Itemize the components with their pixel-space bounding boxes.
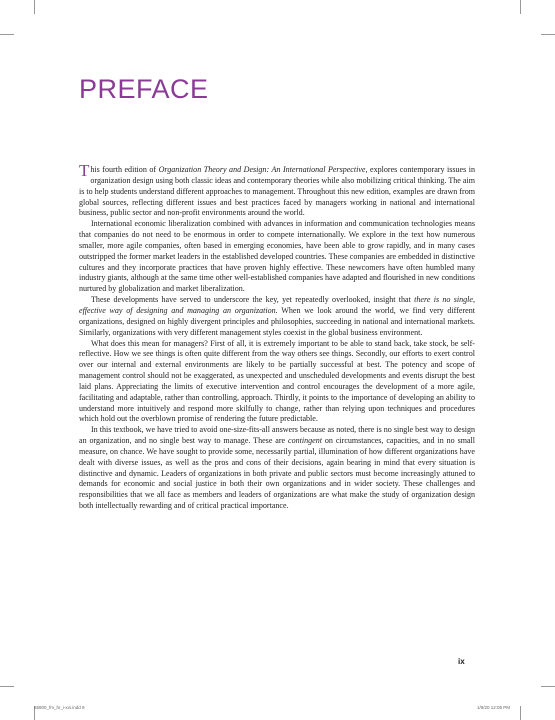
page-number: ix [458, 657, 465, 666]
crop-mark [34, 0, 35, 14]
file-slug: 65800_fm_hr_i-xvi.indd 9 [34, 705, 85, 710]
drop-cap: T [79, 161, 90, 180]
paragraph-text: on circumstances, capacities, and in no small measure, on chance. We have sought to provide some, necessarily partial, illumination of how different organizations have dealt with diverse issues, as well as the pros and cons of their decisions, again bearing in mind that every situation is distinctive and dynamic. Leaders of organizations in both private and public sectors must become increasingly attuned to demands for economic and social justice in both their own organizations and in wider society. These challenges and responsibilities that we all face as members and leaders of organizations are what make the study of organization design both intellectually rewarding and of critical practical importance. [79, 436, 476, 511]
crop-mark [541, 34, 555, 35]
paragraph-text: These developments have served to underscore the key, yet repeatedly overlooked, insight that [91, 295, 415, 305]
timestamp-slug: 1/9/20 12:05 PM [477, 705, 511, 710]
paragraph-1 [79, 161, 476, 219]
paragraph-text: When we look around the world, we find very different organizations, designed on highly divergent principles and philosophies, succeeding in national and international markets. Similarly, organizations with very different management styles coexist in the global business environment. [79, 305, 475, 337]
page-title: PREFACE [79, 74, 209, 104]
crop-mark [0, 686, 14, 687]
book-title: Organization Theory and Design: An International Perspective [158, 165, 366, 174]
crop-mark [541, 686, 555, 687]
paragraph-text: , explores contemporary issues in organization design using both classic ideas and contemporary theories while also mobilizing critical thinking. The aim is to help students understand different approaches to management. Throughout this new edition, examples are drawn from global sources, reflecting different issues and best practices faced by managers working in national and international business, public sector and non-profit environments around the world. [79, 165, 476, 218]
crop-mark [520, 706, 521, 720]
paragraph-5 [79, 425, 475, 512]
preface-body [79, 161, 476, 512]
paragraph-4: What does this mean for managers? First of all, it is extremely important to be able to stand back, take stock, be self-reflective. How we see things is often quite different from the way others see things. Secondly, our efforts to exert control over our internal and external environments are likely to be partially successful at best. The potency and scope of management control should not be exaggerated, as unexpected and unscheduled developments and events disrupt the best laid plans. Appreciating the limits of executive intervention and control encourages the development of a more agile, facilitating and adaptable, rather than controlling, approach. Thirdly, it points to the importance of developing an ability to understand more intuitively and respond more skilfully to change, rather than relying upon techniques and procedures which hold out the overblown promise of rendering the future predictable. [79, 338, 475, 424]
crop-mark [520, 0, 521, 14]
emphasis-text: contingent [288, 436, 322, 446]
paragraph-text: In this textbook, we have tried to avoid one-size-fits-all answers because as noted, there is no single best way to design an organization, and no single best way to manage. These are [79, 425, 475, 446]
paragraph-2: International economic liberalization combined with advances in information and communication technologies means that companies do not need to be enormous in order to compete internationally. We explore in the text how numerous smaller, more agile companies, often based in emerging economies, have been able to grow rapidly, and in many cases outstripped the former market leaders in the established developed countries. These companies are embedded in distinctive cultures and they incorporate practices that have proven highly effective. These newcomers have often humbled many industry giants, although at the same time other well-established companies have adapted and flourished in new conditions nurtured by globalization and market liberalization. [79, 219, 475, 294]
paragraph-text: his fourth edition of [90, 165, 159, 174]
emphasis-text: there is no single, effective way of designing and managing an organization. [79, 295, 475, 315]
paragraph-3 [79, 295, 475, 338]
crop-mark [0, 34, 14, 35]
